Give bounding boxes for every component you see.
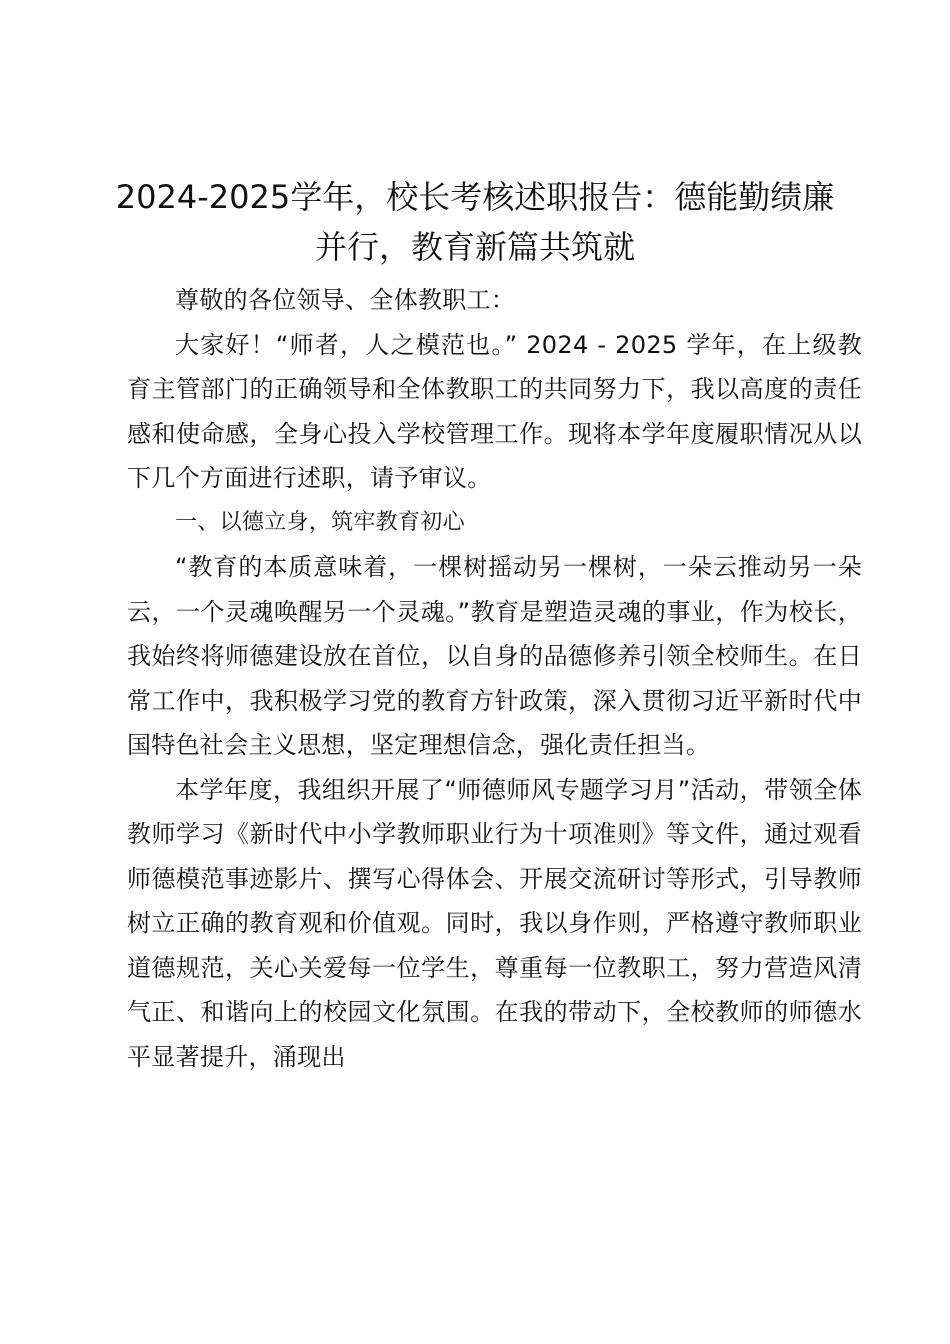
- section-heading-1: 一、以德立身，筑牢教育初心: [175, 509, 465, 535]
- salutation: 尊敬的各位领导、全体教职工：: [175, 286, 516, 314]
- document-body: [127, 278, 862, 1079]
- opening-paragraph: 大家好！“师者，人之模范也。” 2024 - 2025 学年，在上级教育主管部门的正确领导和全体教职工的共同努力下，我以高度的责任感和使命感，全身心投入学校管理工作。现将本学年度履职情况从以下几个方面进行述职，请予审议。: [127, 330, 862, 492]
- body-paragraph: “教育的本质意味着，一棵树摇动另一棵树，一朵云推动另一朵云，一个灵魂唤醒另一个灵魂。”教育是塑造灵魂的事业，作为校长，我始终将师德建设放在首位，以自身的品德修养引领全校师生。在日常工作中，我积极学习党的教育方针政策，深入贯彻习近平新时代中国特色社会主义思想，坚定理想信念，强化责任担当。: [127, 553, 862, 759]
- document-title: 2024-2025学年，校长考核述职报告：德能勤绩廉并行，教育新篇共筑就: [115, 178, 835, 266]
- body-paragraph: 本学年度，我组织开展了“师德师风专题学习月”活动，带领全体教师学习《新时代中小学教师职业行为十项准则》等文件，通过观看师德模范事迹影片、撰写心得体会、开展交流研讨等形式，引导教师树立正确的教育观和价值观。同时，我以身作则，严格遵守教师职业道德规范，关心关爱每一位学生，尊重每一位教职工，努力营造风清气正、和谐向上的校园文化氛围。在我的带动下，全校教师的师德水平显著提升，涌现出: [127, 775, 862, 1071]
